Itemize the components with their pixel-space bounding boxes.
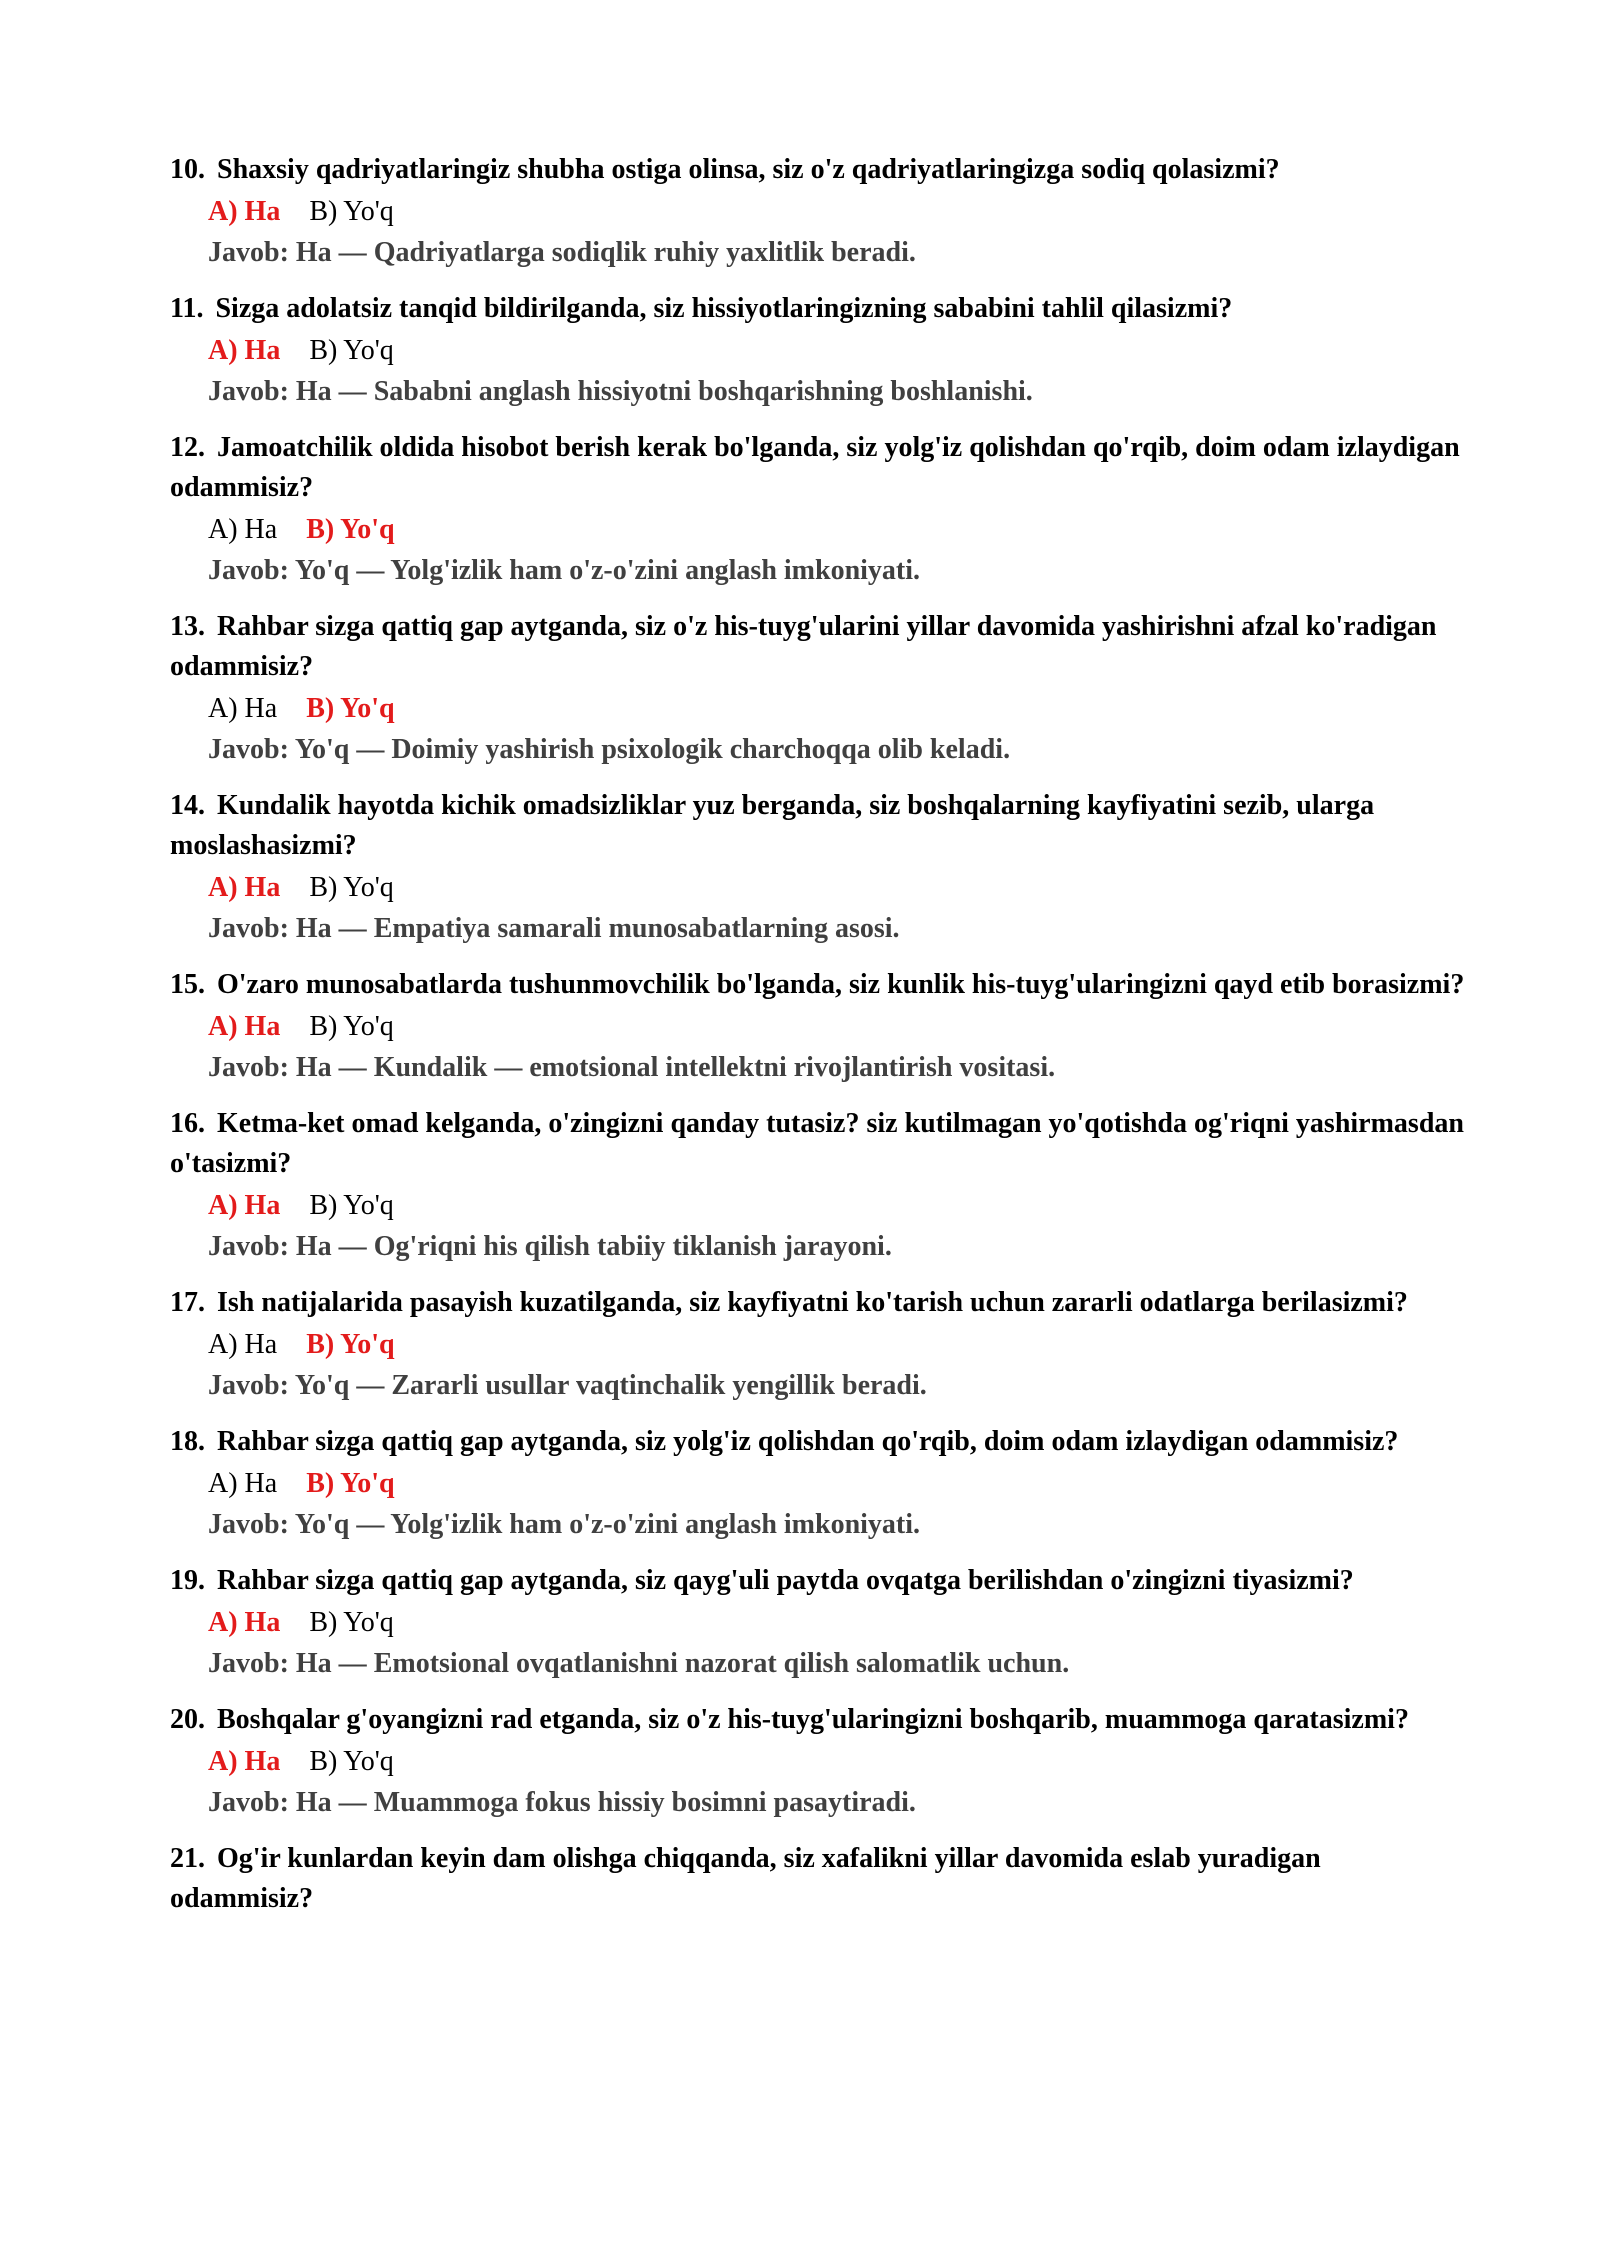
- question-text: [170, 150, 1470, 190]
- answer-label: Javob: Ha —: [208, 913, 367, 944]
- question-text: [170, 1283, 1470, 1323]
- options-row: [208, 1603, 1470, 1643]
- question-body: Og'ir kunlardan keyin dam olishga chiqqanda, siz xafalikni yillar davomida eslab yuradigan odammisiz?: [170, 1843, 1321, 1914]
- question-block-21: [170, 1839, 1470, 1919]
- option-b: B) Yo'q: [309, 872, 394, 903]
- answer-text: Doimiy yashirish psixologik charchoqqa olib keladi.: [391, 734, 1011, 765]
- question-text: [170, 786, 1470, 866]
- answer-line: [208, 232, 1470, 274]
- question-text: [170, 1422, 1470, 1462]
- question-body: Rahbar sizga qattiq gap aytganda, siz o'z his-tuyg'ularini yillar davomida yashirishni afzal ko'radigan odammisiz?: [170, 611, 1437, 682]
- answer-text: Zararli usullar vaqtinchalik yengillik beradi.: [391, 1370, 927, 1401]
- answer-label: Javob: Yo'q —: [208, 734, 385, 765]
- answer-line: [208, 371, 1470, 413]
- option-a: A) Ha: [208, 872, 281, 903]
- answer-label: Javob: Ha —: [208, 237, 367, 268]
- answer-line: [208, 908, 1470, 950]
- question-number: 17.: [170, 1287, 205, 1318]
- option-b: B) Yo'q: [306, 693, 395, 724]
- option-a: A) Ha: [208, 1011, 281, 1042]
- question-body: Rahbar sizga qattiq gap aytganda, siz yolg'iz qolishdan qo'rqib, doim odam izlaydigan odammisiz?: [217, 1426, 1399, 1457]
- options-row: [208, 1007, 1470, 1047]
- answer-line: [208, 1504, 1470, 1546]
- answer-line: [208, 729, 1470, 771]
- question-body: Ketma-ket omad kelganda, o'zingizni qanday tutasiz? siz kutilmagan yo'qotishda og'riqni yashirmasdan o'tasizmi?: [170, 1108, 1464, 1179]
- option-a: A) Ha: [208, 514, 278, 545]
- question-body: Jamoatchilik oldida hisobot berish kerak bo'lganda, siz yolg'iz qolishdan qo'rqib, doim odam izlaydigan odammisiz?: [170, 432, 1460, 503]
- question-text: [170, 1839, 1470, 1919]
- answer-label: Javob: Yo'q —: [208, 1370, 385, 1401]
- answer-label: Javob: Yo'q —: [208, 555, 385, 586]
- question-body: Rahbar sizga qattiq gap aytganda, siz qayg'uli paytda ovqatga berilishdan o'zingizni tiyasizmi?: [217, 1565, 1354, 1596]
- answer-line: [208, 1365, 1470, 1407]
- answer-label: Javob: Ha —: [208, 1052, 367, 1083]
- answer-text: Qadriyatlarga sodiqlik ruhiy yaxlitlik beradi.: [373, 237, 916, 268]
- answer-text: Sababni anglash hissiyotni boshqarishning boshlanishi.: [373, 376, 1033, 407]
- options-row: [208, 1325, 1470, 1365]
- question-text: [170, 1700, 1470, 1740]
- question-block-18: [170, 1422, 1470, 1546]
- option-a: A) Ha: [208, 1190, 281, 1221]
- answer-line: [208, 550, 1470, 592]
- option-a: A) Ha: [208, 1468, 278, 1499]
- option-b: B) Yo'q: [309, 1746, 394, 1777]
- answer-text: Yolg'izlik ham o'z-o'zini anglash imkoniyati.: [390, 555, 921, 586]
- question-block-16: [170, 1104, 1470, 1268]
- question-body: O'zaro munosabatlarda tushunmovchilik bo'lganda, siz kunlik his-tuyg'ularingizni qayd etib borasizmi?: [217, 969, 1465, 1000]
- option-b: B) Yo'q: [306, 514, 395, 545]
- question-text: [170, 289, 1470, 329]
- question-block-20: [170, 1700, 1470, 1824]
- answer-text: Empatiya samarali munosabatlarning asosi.: [373, 913, 900, 944]
- options-row: [208, 510, 1470, 550]
- option-b: B) Yo'q: [306, 1329, 395, 1360]
- option-a: A) Ha: [208, 196, 281, 227]
- answer-text: Kundalik — emotsional intellektni rivojlantirish vositasi.: [373, 1052, 1056, 1083]
- option-b: B) Yo'q: [309, 196, 394, 227]
- question-number: 20.: [170, 1704, 205, 1735]
- question-body: Sizga adolatsiz tanqid bildirilganda, siz hissiyotlaringizning sababini tahlil qilasizmi?: [215, 293, 1233, 324]
- question-block-13: [170, 607, 1470, 771]
- question-body: Boshqalar g'oyangizni rad etganda, siz o'z his-tuyg'ularingizni boshqarib, muammoga qaratasizmi?: [217, 1704, 1409, 1735]
- question-text: [170, 1104, 1470, 1184]
- answer-label: Javob: Ha —: [208, 1648, 367, 1679]
- option-a: A) Ha: [208, 693, 278, 724]
- question-number: 10.: [170, 154, 205, 185]
- question-number: 19.: [170, 1565, 205, 1596]
- option-a: A) Ha: [208, 1329, 278, 1360]
- answer-text: Emotsional ovqatlanishni nazorat qilish salomatlik uchun.: [373, 1648, 1070, 1679]
- answer-line: [208, 1226, 1470, 1268]
- question-body: Kundalik hayotda kichik omadsizliklar yuz berganda, siz boshqalarning kayfiyatini sezib, ularga moslashasizmi?: [170, 790, 1375, 861]
- question-block-19: [170, 1561, 1470, 1685]
- answer-text: Muammoga fokus hissiy bosimni pasaytiradi.: [373, 1787, 916, 1818]
- answer-label: Javob: Ha —: [208, 376, 367, 407]
- question-block-11: [170, 289, 1470, 413]
- question-body: Shaxsiy qadriyatlaringiz shubha ostiga olinsa, siz o'z qadriyatlaringizga sodiq qolasizmi?: [217, 154, 1280, 185]
- question-number: 12.: [170, 432, 205, 463]
- question-number: 16.: [170, 1108, 205, 1139]
- option-a: A) Ha: [208, 1607, 281, 1638]
- answer-label: Javob: Yo'q —: [208, 1509, 385, 1540]
- options-row: [208, 689, 1470, 729]
- question-block-12: [170, 428, 1470, 592]
- option-b: B) Yo'q: [309, 1607, 394, 1638]
- options-row: [208, 192, 1470, 232]
- question-number: 18.: [170, 1426, 205, 1457]
- option-b: B) Yo'q: [309, 1190, 394, 1221]
- answer-text: Yolg'izlik ham o'z-o'zini anglash imkoniyati.: [390, 1509, 921, 1540]
- answer-label: Javob: Ha —: [208, 1787, 367, 1818]
- options-row: [208, 868, 1470, 908]
- question-block-15: [170, 965, 1470, 1089]
- question-number: 14.: [170, 790, 205, 821]
- answer-line: [208, 1782, 1470, 1824]
- question-text: [170, 607, 1470, 687]
- answer-line: [208, 1047, 1470, 1089]
- question-text: [170, 965, 1470, 1005]
- answer-text: Og'riqni his qilish tabiiy tiklanish jarayoni.: [373, 1231, 892, 1262]
- question-block-17: [170, 1283, 1470, 1407]
- options-row: [208, 1186, 1470, 1226]
- question-text: [170, 1561, 1470, 1601]
- option-a: A) Ha: [208, 335, 281, 366]
- option-b: B) Yo'q: [309, 1011, 394, 1042]
- question-body: Ish natijalarida pasayish kuzatilganda, siz kayfiyatni ko'tarish uchun zararli odatlarga berilasizmi?: [217, 1287, 1408, 1318]
- question-text: [170, 428, 1470, 508]
- option-b: B) Yo'q: [309, 335, 394, 366]
- question-block-14: [170, 786, 1470, 950]
- options-row: [208, 1464, 1470, 1504]
- option-b: B) Yo'q: [306, 1468, 395, 1499]
- options-row: [208, 331, 1470, 371]
- options-row: [208, 1742, 1470, 1782]
- option-a: A) Ha: [208, 1746, 281, 1777]
- document-page: [170, 150, 1470, 1934]
- answer-label: Javob: Ha —: [208, 1231, 367, 1262]
- answer-line: [208, 1643, 1470, 1685]
- question-number: 11.: [170, 293, 204, 324]
- question-block-10: [170, 150, 1470, 274]
- question-number: 13.: [170, 611, 205, 642]
- question-number: 21.: [170, 1843, 205, 1874]
- question-number: 15.: [170, 969, 205, 1000]
